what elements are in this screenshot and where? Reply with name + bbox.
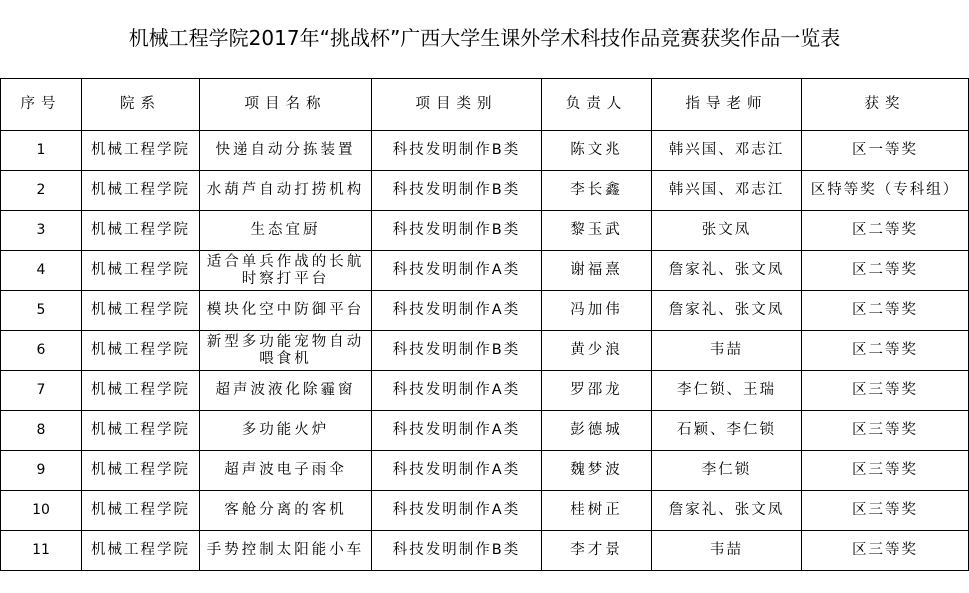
table-row — [1, 291, 969, 331]
cell-project-name: 超声波液化除霾窗 — [200, 371, 372, 411]
cell-category: 科技发明制作A类 — [372, 491, 542, 531]
table-row — [1, 211, 969, 251]
cell-index: 4 — [1, 251, 82, 291]
cell-leader: 黄少浪 — [542, 331, 652, 371]
cell-advisor: 韦喆 — [652, 531, 802, 571]
header-award: 获奖 — [802, 79, 969, 131]
cell-project-name: 手势控制太阳能小车 — [200, 531, 372, 571]
cell-department: 机械工程学院 — [82, 131, 200, 171]
cell-index: 3 — [1, 211, 82, 251]
cell-index: 8 — [1, 411, 82, 451]
cell-category: 科技发明制作A类 — [372, 371, 542, 411]
cell-index: 5 — [1, 291, 82, 331]
cell-leader: 桂树正 — [542, 491, 652, 531]
cell-department: 机械工程学院 — [82, 451, 200, 491]
cell-department: 机械工程学院 — [82, 331, 200, 371]
cell-project-name: 新型多功能宠物自动喂食机 — [200, 331, 372, 371]
cell-category: 科技发明制作A类 — [372, 451, 542, 491]
table-row — [1, 531, 969, 571]
cell-category: 科技发明制作B类 — [372, 211, 542, 251]
cell-award: 区特等奖（专科组） — [802, 171, 969, 211]
cell-leader: 彭德城 — [542, 411, 652, 451]
table-row — [1, 251, 969, 291]
cell-advisor: 石颖、李仁锁 — [652, 411, 802, 451]
cell-advisor: 李仁锁 — [652, 451, 802, 491]
cell-award: 区二等奖 — [802, 251, 969, 291]
cell-advisor: 韩兴国、邓志江 — [652, 171, 802, 211]
cell-department: 机械工程学院 — [82, 211, 200, 251]
table-row — [1, 331, 969, 371]
cell-award: 区三等奖 — [802, 491, 969, 531]
cell-leader: 黎玉武 — [542, 211, 652, 251]
cell-advisor: 詹家礼、张文凤 — [652, 251, 802, 291]
awards-table — [0, 78, 969, 571]
header-category: 项目类别 — [372, 79, 542, 131]
cell-department: 机械工程学院 — [82, 251, 200, 291]
cell-category: 科技发明制作A类 — [372, 291, 542, 331]
header-index: 序号 — [1, 79, 82, 131]
cell-award: 区二等奖 — [802, 331, 969, 371]
cell-category: 科技发明制作A类 — [372, 411, 542, 451]
cell-project-name: 水葫芦自动打捞机构 — [200, 171, 372, 211]
cell-department: 机械工程学院 — [82, 171, 200, 211]
header-leader: 负责人 — [542, 79, 652, 131]
cell-leader: 李才景 — [542, 531, 652, 571]
cell-category: 科技发明制作B类 — [372, 531, 542, 571]
cell-leader: 谢福熹 — [542, 251, 652, 291]
header-advisor: 指导老师 — [652, 79, 802, 131]
cell-department: 机械工程学院 — [82, 291, 200, 331]
cell-category: 科技发明制作A类 — [372, 251, 542, 291]
table-row — [1, 131, 969, 171]
header-department: 院系 — [82, 79, 200, 131]
cell-index: 10 — [1, 491, 82, 531]
cell-award: 区三等奖 — [802, 371, 969, 411]
cell-award: 区三等奖 — [802, 531, 969, 571]
cell-index: 7 — [1, 371, 82, 411]
table-header-row — [1, 79, 969, 131]
cell-project-name: 适合单兵作战的长航时察打平台 — [200, 251, 372, 291]
cell-category: 科技发明制作B类 — [372, 331, 542, 371]
cell-advisor: 詹家礼、张文凤 — [652, 291, 802, 331]
cell-leader: 魏梦波 — [542, 451, 652, 491]
cell-advisor: 韦喆 — [652, 331, 802, 371]
table-row — [1, 491, 969, 531]
table-row — [1, 411, 969, 451]
cell-category: 科技发明制作B类 — [372, 171, 542, 211]
cell-department: 机械工程学院 — [82, 531, 200, 571]
cell-index: 1 — [1, 131, 82, 171]
cell-index: 11 — [1, 531, 82, 571]
cell-project-name: 模块化空中防御平台 — [200, 291, 372, 331]
cell-award: 区三等奖 — [802, 411, 969, 451]
cell-department: 机械工程学院 — [82, 411, 200, 451]
table-row — [1, 371, 969, 411]
cell-category: 科技发明制作B类 — [372, 131, 542, 171]
cell-leader: 李长鑫 — [542, 171, 652, 211]
cell-department: 机械工程学院 — [82, 491, 200, 531]
cell-project-name: 多功能火炉 — [200, 411, 372, 451]
cell-project-name: 快递自动分拣装置 — [200, 131, 372, 171]
cell-advisor: 詹家礼、张文凤 — [652, 491, 802, 531]
cell-award: 区二等奖 — [802, 291, 969, 331]
cell-leader: 冯加伟 — [542, 291, 652, 331]
table-row — [1, 451, 969, 491]
cell-project-name: 生态宜厨 — [200, 211, 372, 251]
cell-award: 区三等奖 — [802, 451, 969, 491]
cell-award: 区一等奖 — [802, 131, 969, 171]
page-title: 机械工程学院2017年“挑战杯”广西大学生课外学术科技作品竞赛获奖作品一览表 — [128, 26, 841, 50]
cell-leader: 罗邵龙 — [542, 371, 652, 411]
cell-advisor: 张文凤 — [652, 211, 802, 251]
table-row — [1, 171, 969, 211]
cell-project-name: 超声波电子雨伞 — [200, 451, 372, 491]
cell-department: 机械工程学院 — [82, 371, 200, 411]
cell-advisor: 韩兴国、邓志江 — [652, 131, 802, 171]
cell-index: 2 — [1, 171, 82, 211]
cell-advisor: 李仁锁、王瑞 — [652, 371, 802, 411]
cell-leader: 陈文兆 — [542, 131, 652, 171]
cell-award: 区二等奖 — [802, 211, 969, 251]
cell-index: 6 — [1, 331, 82, 371]
header-project-name: 项目名称 — [200, 79, 372, 131]
cell-project-name: 客舱分离的客机 — [200, 491, 372, 531]
cell-index: 9 — [1, 451, 82, 491]
